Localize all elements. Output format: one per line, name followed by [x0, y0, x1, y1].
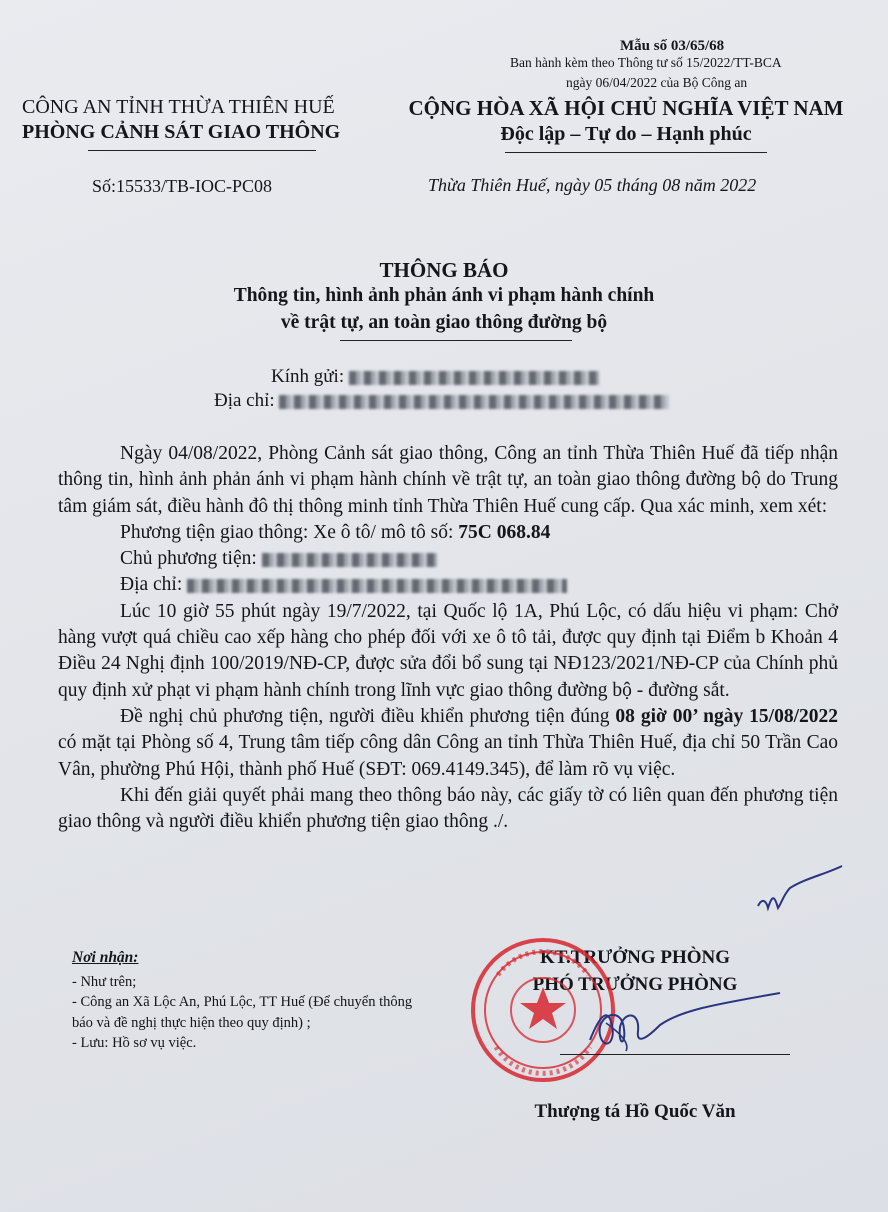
appointment-time: 08 giờ 00’ ngày 15/08/2022 — [615, 705, 839, 727]
department-name: PHÒNG CẢNH SÁT GIAO THÔNG — [22, 121, 341, 143]
recipient-label: Kính gửi: — [271, 366, 345, 387]
recipient-item: - Công an Xã Lộc An, Phú Lộc, TT Huế (Để chuyển thông báo và đề nghị thực hiện theo quy định) ; — [72, 994, 413, 1031]
owner-address-label: Địa chỉ: — [120, 574, 183, 596]
appointment-intro: Đề nghị chủ phương tiện, người điều khiển phương tiện đúng — [120, 705, 610, 727]
document-number: Số:15533/TB-IOC-PC08 — [92, 176, 273, 196]
redacted-owner-name — [262, 553, 437, 567]
form-issued-line-1: Ban hành kèm theo Thông tư số 15/2022/TT-BCA — [510, 55, 782, 70]
recipients-heading: Nơi nhận: — [72, 949, 139, 966]
agency-name: CÔNG AN TỈNH THỪA THIÊN HUẾ — [22, 96, 335, 118]
body-paragraph-4: Khi đến giải quyết phải mang theo thông báo này, các giấy tờ có liên quan đến phương tiện giao thông và người điều khiển phương tiện giao thông ./. — [58, 784, 838, 833]
signature-title-2: PHÓ TRƯỞNG PHÒNG — [532, 974, 738, 995]
title-underline — [340, 340, 572, 341]
owner-address-line — [58, 572, 838, 598]
recipient-item: - Lưu: Hồ sơ vụ việc. — [72, 1035, 197, 1051]
initials-mark — [756, 858, 846, 920]
license-plate: 75C 068.84 — [458, 521, 551, 543]
recipient-address-line — [214, 390, 669, 412]
owner-label: Chủ phương tiện: — [120, 548, 257, 570]
redacted-recipient-address — [279, 395, 669, 409]
signature-title-1: KT.TRƯỞNG PHÒNG — [540, 947, 730, 968]
owner-line — [58, 546, 838, 572]
document-subtitle-2: về trật tự, an toàn giao thông đường bộ — [280, 312, 608, 333]
recipients-list — [72, 948, 432, 1054]
redacted-recipient-name — [349, 371, 599, 385]
vehicle-label: Phương tiện giao thông: Xe ô tô/ mô tô số: — [120, 521, 454, 543]
vehicle-line — [58, 520, 838, 546]
nation-name: CỘNG HÒA XÃ HỘI CHỦ NGHĨA VIỆT NAM — [408, 96, 844, 120]
form-issued-line-2: ngày 06/04/2022 của Bộ Công an — [566, 75, 748, 90]
agency-underline — [88, 150, 316, 151]
redacted-owner-address — [187, 579, 567, 593]
form-number: Mẫu số 03/65/68 — [620, 38, 725, 54]
document-subtitle-1: Thông tin, hình ảnh phản ánh vi phạm hành chính — [233, 285, 655, 306]
handwritten-signature — [560, 985, 790, 1060]
recipient-address-label: Địa chỉ: — [214, 390, 275, 411]
body-paragraph-1: Ngày 04/08/2022, Phòng Cảnh sát giao thông, Công an tỉnh Thừa Thiên Huế đã tiếp nhận thông tin, hình ảnh phản ánh vi phạm hành chính về trật tự, an toàn giao thông đường bộ do Trung tâm giám sát, điều hành đô thị thông minh tỉnh Thừa Thiên Huế cung cấp. Qua xác minh, xem xét: — [58, 443, 838, 517]
document-title: THÔNG BÁO — [379, 258, 509, 282]
agency-block — [22, 95, 340, 145]
recipient-item: - Như trên; — [72, 973, 137, 990]
appointment-details: có mặt tại Phòng số 4, Trung tâm tiếp công dân Công an tỉnh Thừa Thiên Huế, địa chỉ 50 Trần Cao Vân, phường Phú Hội, thành phố Huế (SĐT: 069.4149.345), để làm rõ vụ việc. — [58, 732, 838, 780]
national-heading — [400, 95, 852, 147]
body-paragraph-3 — [58, 704, 838, 783]
motto-underline — [505, 152, 767, 153]
signature-line — [560, 1054, 790, 1055]
recipient-line — [271, 366, 599, 388]
place-date: Thừa Thiên Huế, ngày 05 tháng 08 năm 2022 — [428, 175, 757, 195]
body-text — [58, 441, 838, 835]
body-paragraph-2: Lúc 10 giờ 55 phút ngày 19/7/2022, tại Quốc lộ 1A, Phú Lộc, có dấu hiệu vi phạm: Chở hàng vượt quá chiều cao xếp hàng cho phép đối với xe ô tô tải, được quy định tại Điểm b Khoản 4 Điều 24 Nghị định 100/2019/NĐ-CP, được sửa đổi bổ sung tại NĐ123/2021/NĐ-CP của Chính phủ quy định xử phạt vi phạm hành chính trong lĩnh vực giao thông đường bộ - đường sắt. — [58, 600, 838, 701]
signer-name: Thượng tá Hồ Quốc Văn — [534, 1101, 736, 1122]
national-motto: Độc lập – Tự do – Hạnh phúc — [500, 123, 752, 145]
